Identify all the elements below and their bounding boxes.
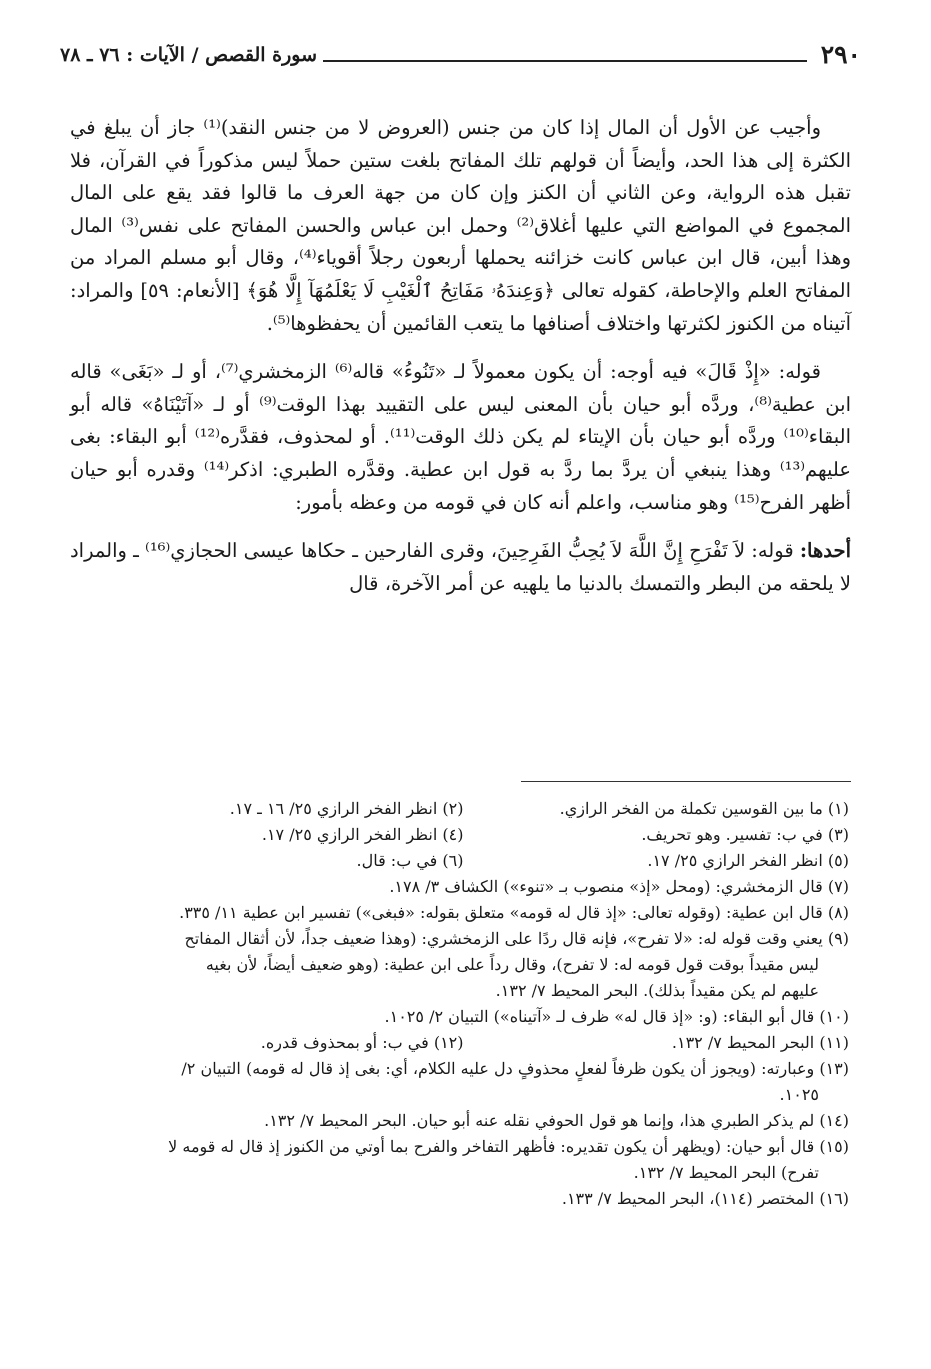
footnote-9-line-2: ليس مقيداً بوقت قول قومه له: لا تفرح)، وقال رداً على ابن عطية: (وهو ضعيف أيضاً، لأن بغيه [205,955,819,974]
footnote-15-line-2: تفرح) البحر المحيط ٧/ ١٣٢. [633,1163,819,1182]
footnote-16: (١٦) المختصر (١١٤)، البحر المحيط ٧/ ١٣٣. [561,1189,849,1208]
footnote-10: (١٠) قال أبو البقاء: (و: «إذ قال له» ظرف لـ «آتيناه») التبيان ٢/ ١٠٢٥. [384,1007,849,1026]
footnote-11: (١١) البحر المحيط ٧/ ١٣٢. [671,1033,849,1052]
footnote-9-line-1: (٩) يعني وقت قوله له: «لا تفرح»، فإنه قال ردًا على الزمخشري: (وهذا ضعيف جداً، لأن أثقال المفاتح [184,929,849,948]
footnote-1: (١) ما بين القوسين تكملة من الفخر الرازي. [559,799,849,818]
paragraph-3-lead: أحدها: [799,539,851,563]
footnote-13-line-2: ١٠٢٥. [779,1085,819,1104]
footnote-13-line-1: (١٣) وعبارته: (ويجوز أن يكون ظرفاً لفعلٍ محذوفٍ دل عليه الكلام، أي: بغى إذ قال له قومه) التبيان ٢/ [181,1059,849,1078]
footnote-3: (٣) في ب: تفسير. وهو تحريف. [641,825,849,844]
footnote-12: (١٢) في ب: أو بمحذوف قدره. [260,1033,464,1052]
footnote-4: (٤) انظر الفخر الرازي ٢٥/ ١٧. [261,825,464,844]
footnote-2: (٢) انظر الفخر الرازي ٢٥/ ١٦ ـ ١٧. [229,799,464,818]
footnote-15-line-1: (١٥) قال أبو حيان: (ويظهر أن يكون تقديره: فأظهر التفاخر والفرح بما أوتي من الكنوز إذ قال له قومه لا [168,1137,849,1156]
footnote-5: (٥) انظر الفخر الرازي ٢٥/ ١٧. [647,851,849,870]
paragraph-2: قوله: «إِذْ قَالَ» فيه أوجه: أن يكون معمولاً لـ «تَنُوءُ» قاله⁽⁶⁾ الزمخشري⁽⁷⁾، أو لـ «بَغَى» قاله ابن عطية⁽⁸⁾، وردَّه أبو حيان بأن المعنى ليس على التقييد بهذا الوقت⁽⁹⁾ أو لـ «آتَيْنَاهُ» قاله أبو البقاء⁽¹⁰⁾ وردَّه أبو حيان بأن الإيتاء لم يكن ذلك الوقت⁽¹¹⁾. أو لمحذوف، فقدَّره⁽¹²⁾ أبو البقاء: بغى عليهم⁽¹³⁾ وهذا ينبغي أن يردَّ بما ردَّ به قول ابن عطية. وقدَّره الطبري: اذكر⁽¹⁴⁾ وقدره أبو حيان أظهر الفرح⁽¹⁵⁾ وهو مناسب، واعلم أنه كان في قومه من وعظه بأمور: [70,360,851,514]
footnote-9-line-3: عليهم لم يكن مقيداً بذلك). البحر المحيط ٧/ ١٣٢. [495,981,819,1000]
running-header [60,28,861,72]
footnote-separator [521,781,851,782]
header-title: سورة القصص / الآيات : ٧٦ ـ ٧٨ [60,44,318,66]
main-text [70,112,851,600]
footnotes [78,796,849,1212]
paragraph-1: وأجيب عن الأول أن المال إذا كان من جنس (العروض لا من جنس النقد)⁽¹⁾ جاز أن يبلغ في الكثرة إلى هذا الحد، وأيضاً أن قولهم تلك المفاتح بلغت ستين حملاً ليس مذكوراً في القرآن، فلا تقبل هذه الرواية، وعن الثاني أن الكنز وإن كان من جهة العرف ما قالوا فقد يقع على المال المجموع في المواضع التي عليها أغلاق⁽²⁾ وحمل ابن عباس والحسن المفاتح على نفس⁽³⁾ المال وهذا أبين، قال ابن عباس كانت خزائنه يحملها أربعون رجلاً أقوياء⁽⁴⁾، وقال أبو مسلم المراد من المفاتح العلم والإحاطة، كقوله تعالى ﴿وَعِندَهُۥ مَفَاتِحُ ٱلْغَيْبِ لَا يَعْلَمُهَآ إِلَّا هُوَ﴾ [الأنعام: ٥٩] والمراد: آتيناه من الكنوز لكثرتها واختلاف أصنافها ما يتعب القائمين أن يحفظوها⁽⁵⁾. [70,116,851,335]
page-number: ٢٩٠ [820,40,861,69]
paragraph-3 [70,535,851,600]
footnote-14: (١٤) لم يذكر الطبري هذا، وإنما هو قول الحوفي نقله عنه أبو حيان. البحر المحيط ٧/ ١٣٢. [264,1111,849,1130]
footnote-7: (٧) قال الزمخشري: (ومحل «إذ» منصوب بـ «تنوء») الكشاف ٣/ ١٧٨. [389,877,849,896]
footnote-8: (٨) قال ابن عطية: (وقوله تعالى: «إذ قال له قومه» متعلق بقوله: «فبغى») تفسير ابن عطية ١١/ ٣٣٥. [179,903,849,922]
footnote-6: (٦) في ب: قال. [356,851,464,870]
header-rule [323,60,807,62]
paragraph-3-text: قوله: لاَ تَفْرَحِ إِنَّ اللَّهَ لاَ يُحِبُّ الفَرِحِينَ، وقرى الفارحين ـ حكاها عيسى الحجازي⁽¹⁶⁾ ـ والمراد لا يلحقه من البطر والتمسك بالدنيا ما يلهيه عن أمر الآخرة، قال [70,539,851,595]
